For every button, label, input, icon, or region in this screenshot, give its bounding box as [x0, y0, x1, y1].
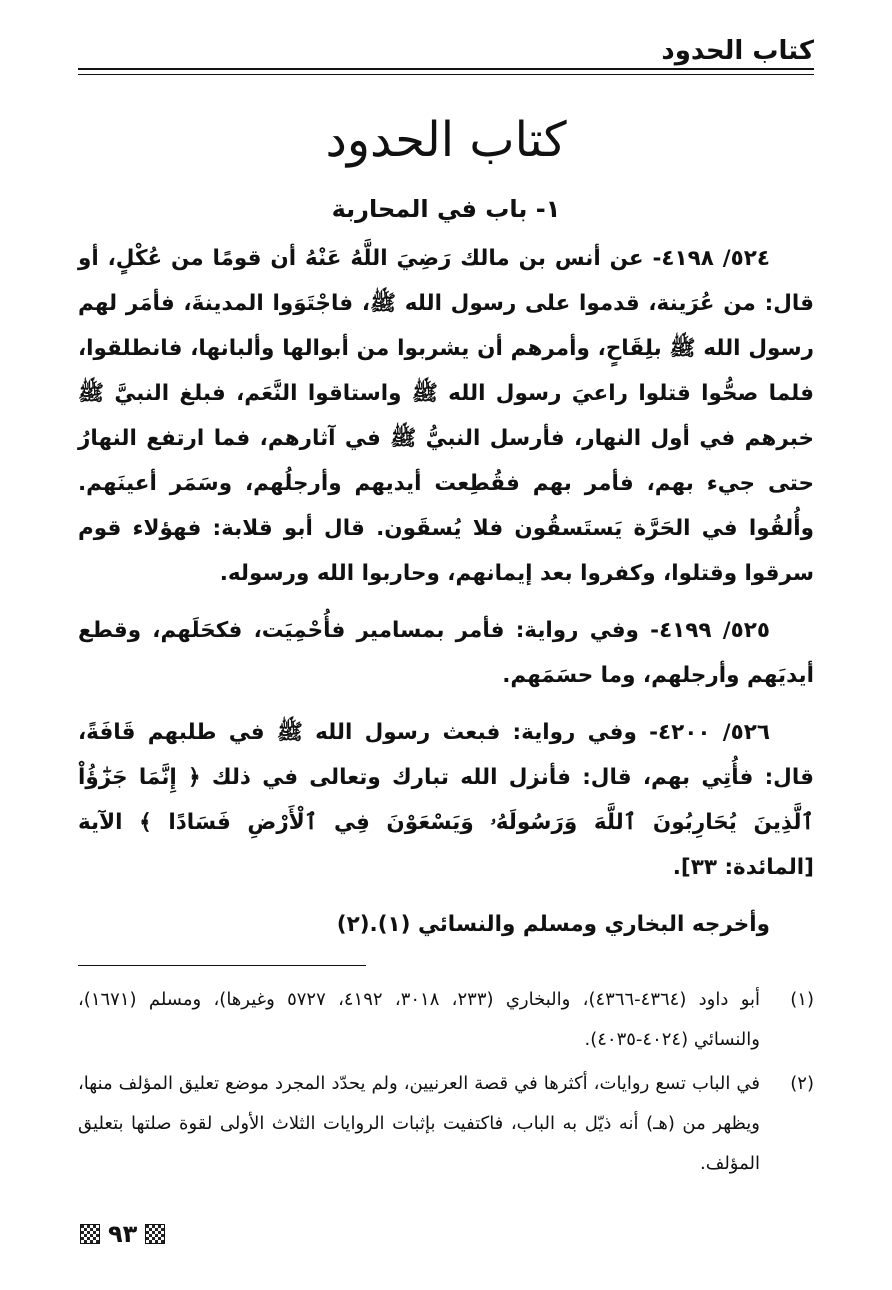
footnote-text: أبو داود (٤٣٦٤-٤٣٦٦)، والبخاري (٢٣٣، ٣٠١٨، ٤١٩٢، ٥٧٢٧ وغيرها)، ومسلم (١٦٧١)، والنسائي (٤٠٢٤-٤٠٣٥). — [78, 989, 761, 1050]
footnotes — [78, 980, 814, 1188]
hadith-paragraph-526: ٥٢٦/ ٤٢٠٠- وفي رواية: فبعث رسول الله ﷺ في طلبهم قَافَةً، قال: فأُتِي بهم، قال: فأنزل الله تبارك وتعالى في ذلك ﴿ إِنَّمَا جَزَٰٓؤُاْ ٱلَّذِينَ يُحَارِبُونَ ٱللَّهَ وَرَسُولَهُۥ وَيَسْعَوْنَ فِي ٱلْأَرْضِ فَسَادًا ﴾ الآية [المائدة: ٣٣]. — [78, 720, 814, 880]
chapter-title: ١- باب في المحاربة — [331, 195, 561, 223]
book-title: كتاب الحدود — [325, 112, 567, 168]
footnote-marker: (١) — [790, 989, 814, 1010]
header-rule-thin — [78, 74, 814, 75]
page-number-block — [80, 1222, 165, 1246]
header-rule-thick — [78, 68, 814, 70]
hadith-paragraph-524: ٥٢٤/ ٤١٩٨- عن أنس بن مالك رَضِيَ اللَّهُ عَنْهُ أن قومًا من عُكْلٍ، أو قال: من عُرَينة، قدموا على رسول الله ﷺ، فاجْتَوَوا المدينةَ، فأمَر لهم رسول الله ﷺ بلِقَاحٍ، وأمرهم أن يشربوا من أبوالها وألبانها، فانطلقوا، فلما صحُّوا قتلوا راعيَ رسول الله ﷺ واستاقوا النَّعَم، فبلغ النبيَّ ﷺ خبرهم في أول النهار، فأرسل النبيُّ ﷺ في آثارهم، فما ارتفع النهارُ حتى جيء بهم، فأمر بهم فقُطِعت أيديهم وأرجلُهم، وسَمَر أعينَهم. وأُلقُوا في الحَرَّة يَستَسقُون فلا يُسقَون. قال أبو قلابة: فهؤلاء قوم سرقوا وقتلوا، وكفروا بعد إيمانهم، وحاربوا الله ورسوله. — [78, 246, 814, 586]
ornament-icon — [80, 1224, 100, 1244]
footnote-marker: (٢) — [790, 1073, 814, 1094]
running-header: كتاب الحدود — [661, 36, 814, 66]
hadith-paragraph-525: ٥٢٥/ ٤١٩٩- وفي رواية: فأمر بمسامير فأُحْمِيَت، فكحَلَهم، وقطع أيديَهم وأرجلهم، وما حسَمَهم. — [78, 618, 814, 688]
footnote-2 — [78, 1064, 814, 1184]
takhrij-line: وأخرجه البخاري ومسلم والنسائي (١).(٢) — [336, 912, 770, 937]
page-number: ٩٣ — [108, 1220, 138, 1248]
ornament-icon — [145, 1224, 165, 1244]
footnote-1 — [78, 980, 814, 1060]
main-text — [78, 236, 814, 959]
footnote-separator — [78, 965, 366, 966]
footnote-text: في الباب تسع روايات، أكثرها في قصة العرنيين، ولم يحدّد المجرد موضع تعليق المؤلف منها، ويظهر من (هـ) أنه ذيّل به الباب، فاكتفيت بإثبات الروايات الثلاث الأولى لقوة صلتها بتعليق المؤلف. — [78, 1073, 760, 1174]
